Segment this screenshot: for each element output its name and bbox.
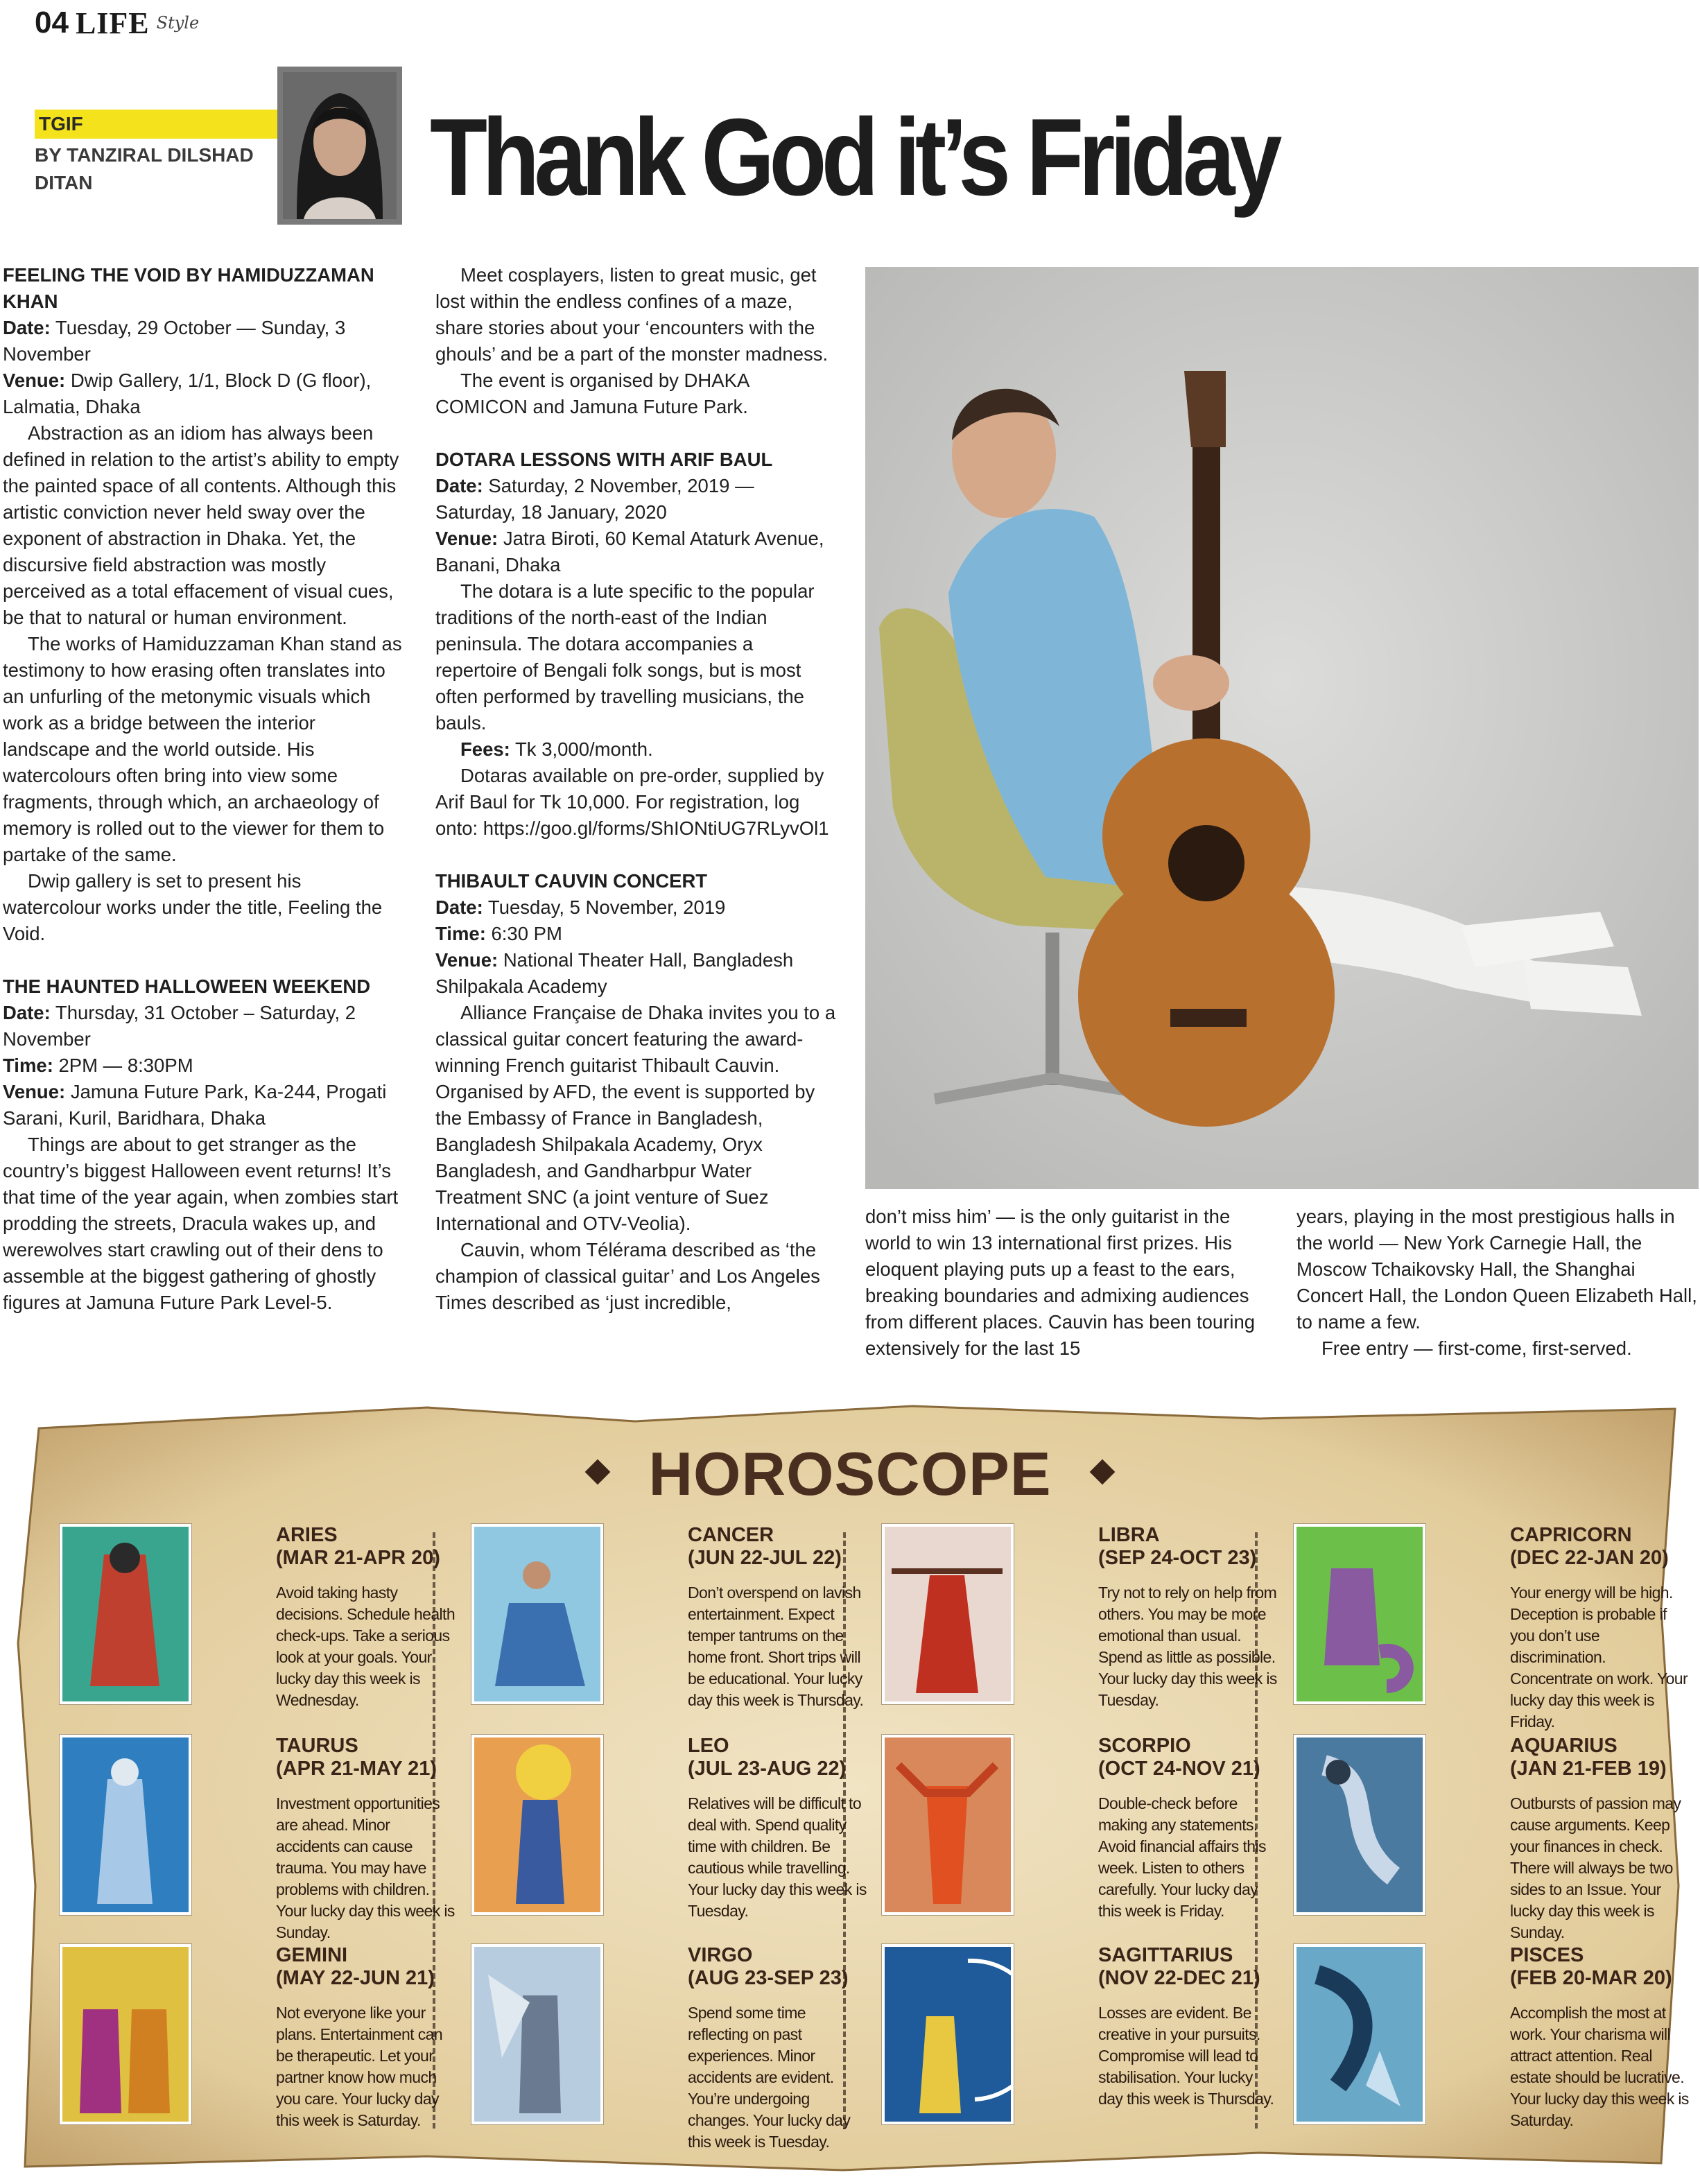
- sign-dates: (JUN 22-JUL 22): [688, 1547, 842, 1569]
- sign-dates: (AUG 23-SEP 23): [688, 1967, 849, 1989]
- author-portrait: [277, 67, 402, 225]
- dotara-venue: Venue: Jatra Biroti, 60 Kemal Ataturk Avenue, Banani, Dhaka: [435, 528, 824, 575]
- sign-name: LIBRA: [1098, 1524, 1160, 1546]
- halloween-date: Date: Thursday, 31 October – Saturday, 2 November: [3, 1002, 356, 1050]
- cauvin-time: Time: 6:30 PM: [435, 923, 562, 944]
- sign-dates: (NOV 22-DEC 21): [1098, 1967, 1260, 1989]
- sign-text: Your energy will be high. Deception is probable if you don’t use discrimination. Concentrate on work. Your lucky day this week is Friday.: [1510, 1584, 1688, 1731]
- dotara-paragraph-1: The dotara is a lute specific to the popular traditions of the north-east of the Indian peninsula. The dotara accompanies a repertoire of Bengali folk songs, but is most often performed by travelling musicians, the bauls.: [435, 580, 815, 734]
- sign-name: TAURUS: [276, 1735, 358, 1757]
- sign-name: ARIES: [276, 1524, 338, 1546]
- halloween-heading: THE HAUNTED HALLOWEEN WEEKEND: [3, 976, 371, 997]
- sign-name: LEO: [688, 1735, 729, 1757]
- sign-text: Spend some time reflecting on past experiences. Minor accidents are evident. You’re undergoing changes. Your lucky day this week is Tuesday.: [688, 2004, 851, 2151]
- sign-text: Losses are evident. Be creative in your pursuits. Compromise will lead to stabilisation. Your lucky day this week is Thursday.: [1098, 2004, 1274, 2108]
- sagittarius-figure-icon: [885, 1947, 1011, 2122]
- horoscope-title: HOROSCOPE: [11, 1439, 1689, 1509]
- scorpio-figure-icon: [885, 1737, 1011, 1912]
- capricorn-figure-icon: [1296, 1527, 1423, 1701]
- cauvin-paragraph-2b: don’t miss him’ — is the only guitarist in the world to win 13 international first prizes. His eloquent playing puts up a feast to the ears, breaking boundaries and admixing audiences from different places. Cauvin has been touring extensively for the last 15: [865, 1206, 1256, 1359]
- gemini-card: [60, 1944, 191, 2124]
- sign-name: GEMINI: [276, 1944, 348, 1966]
- sign-aries: [60, 1524, 456, 1725]
- taurus-figure-icon: [62, 1737, 189, 1912]
- halloween-time: Time: 2PM — 8:30PM: [3, 1055, 193, 1076]
- cauvin-paragraph-1: Alliance Française de Dhaka invites you to a classical guitar concert featuring the award-winning French guitarist Thibault Cauvin. Organised by AFD, the event is supported by the Embassy of France in Bangladesh, Bangladesh Shilpakala Academy, Oryx Bangladesh, and Gandharbpur Water Treatment SNC (a joint venture of Suez International and OTV-Veolia).: [435, 1002, 836, 1234]
- sign-gemini: [60, 1944, 448, 2145]
- void-paragraph-3: Dwip gallery is set to present his watercolour works under the title, Feeling the Void.: [3, 870, 383, 944]
- scorpio-card: [882, 1735, 1014, 1915]
- sign-dates: (SEP 24-OCT 23): [1098, 1547, 1257, 1569]
- horoscope-panel: [11, 1401, 1689, 2177]
- pisces-card: [1294, 1944, 1425, 2124]
- sign-text: Outbursts of passion may cause arguments. Keep your finances in check. There will always be two sides to an Issue. Your lucky day this week is Sunday.: [1510, 1794, 1681, 1941]
- sign-taurus: [60, 1735, 455, 1941]
- halloween-paragraph-3: The event is organised by DHAKA COMICON and Jamuna Future Park.: [435, 370, 749, 417]
- byline: [35, 110, 277, 197]
- page-headline: Thank God it’s Friday: [430, 96, 1277, 218]
- gemini-figure-icon: [62, 1947, 189, 2122]
- sign-text: Investment opportunities are ahead. Minor accidents can cause trauma. You may have problems with children. Your lucky day this week is Sunday.: [276, 1794, 455, 1941]
- cancer-figure-icon: [474, 1527, 600, 1701]
- sign-dates: (FEB 20-MAR 20): [1510, 1967, 1672, 1989]
- sign-dates: (JUL 23-AUG 22): [688, 1758, 847, 1780]
- cauvin-date: Date: Tuesday, 5 November, 2019: [435, 896, 726, 918]
- sign-sagittarius: [882, 1944, 1274, 2145]
- pisces-figure-icon: [1296, 1947, 1423, 2122]
- halloween-paragraph-1: Things are about to get stranger as the country’s biggest Halloween event returns! It’s that time of the year again, when zombies start prodding the streets, Dracula wakes up, and werewolves start crawling out of their dens to assemble at the biggest gathering of ghostly figures at Jamuna Future Park Level-5.: [3, 1134, 399, 1313]
- dotara-date: Date: Saturday, 2 November, 2019 — Saturday, 18 January, 2020: [435, 475, 754, 523]
- sign-leo: [471, 1735, 867, 1936]
- sign-text: Don’t overspend on lavish entertainment. Expect temper tantrums on the home front. Short trips will be educational. Your lucky day this week is Thursday.: [688, 1584, 864, 1709]
- column-1: [3, 262, 405, 1316]
- sign-text: Relatives will be difficult to deal with. Spend quality time with children. Be cautious while travelling. Your lucky day this week is Tuesday.: [688, 1794, 867, 1920]
- section-logo-suffix: Style: [156, 13, 200, 33]
- halloween-venue: Venue: Jamuna Future Park, Ka-244, Progati Sarani, Kuril, Baridhara, Dhaka: [3, 1081, 387, 1129]
- guitarist-illustration: [865, 267, 1699, 1189]
- sign-scorpio: [882, 1735, 1270, 1936]
- sign-text: Double-check before making any statements. Avoid financial affairs this week. Listen to others carefully. Your lucky day this week is Friday.: [1098, 1794, 1266, 1920]
- portrait-illustration: [283, 72, 397, 219]
- void-heading: FEELING THE VOID BY HAMIDUZZAMAN KHAN: [3, 264, 374, 312]
- sign-name: SCORPIO: [1098, 1735, 1191, 1757]
- cauvin-paragraph-2a: Cauvin, whom Télérama described as ‘the champion of classical guitar’ and Los Angeles Times described as ‘just incredible,: [435, 1239, 820, 1313]
- void-venue: Venue: Dwip Gallery, 1/1, Block D (G floor), Lalmatia, Dhaka: [3, 370, 372, 417]
- libra-figure-icon: [885, 1527, 1011, 1701]
- virgo-card: [471, 1944, 603, 2124]
- section-logo: LIFE: [75, 6, 150, 40]
- cauvin-heading: THIBAULT CAUVIN CONCERT: [435, 870, 708, 892]
- sign-pisces: [1294, 1944, 1689, 2145]
- sign-libra: [882, 1524, 1277, 1725]
- halloween-paragraph-2: Meet cosplayers, listen to great music, get lost within the endless confines of a maze, share stories about your ‘encounters with the ghouls’ and be a part of the monster madness.: [435, 264, 829, 365]
- aquarius-card: [1294, 1735, 1425, 1915]
- void-paragraph-2: The works of Hamiduzzaman Khan stand as testimony to how erasing often translates into an unfurling of the metonymic visuals which work as a bridge between the interior landscape and the world outside. His watercolours often bring into view some fragments, through which, an archaeology of memory is rolled out to the viewer for them to partake of the same.: [3, 633, 402, 865]
- sign-name: AQUARIUS: [1510, 1735, 1617, 1757]
- author-line-1: BY TANZIRAL DILSHAD: [35, 144, 254, 166]
- sign-aquarius: [1294, 1735, 1682, 1941]
- sign-name: VIRGO: [688, 1944, 753, 1966]
- dotara-heading: DOTARA LESSONS WITH ARIF BAUL: [435, 449, 773, 470]
- void-paragraph-1: Abstraction as an idiom has always been defined in relation to the artist’s ability to empty the painted space of all contents. Although this artistic conviction never held sway over the exponent of abstraction in Dhaka. Yet, the discursive field abstraction was mostly perceived as a total effacement of visual cues, be that to natural or human environment.: [3, 422, 399, 628]
- sign-text: Not everyone like your plans. Entertainment can be therapeutic. Let your partner know how much you care. Your lucky day this week is Saturday.: [276, 2004, 443, 2129]
- sign-name: PISCES: [1510, 1944, 1584, 1966]
- dotara-fees: Fees: Tk 3,000/month.: [460, 738, 653, 760]
- void-date: Date: Tuesday, 29 October — Sunday, 3 November: [3, 317, 346, 365]
- sign-text: Try not to rely on help from others. You may be more emotional than usual. Spend as little as possible. Your lucky day this week is Tuesday.: [1098, 1584, 1277, 1709]
- aquarius-figure-icon: [1296, 1737, 1423, 1912]
- capricorn-card: [1294, 1524, 1425, 1704]
- sign-dates: (MAR 21-APR 20): [276, 1547, 440, 1569]
- aries-card: [60, 1524, 191, 1704]
- aries-figure-icon: [62, 1527, 189, 1701]
- sign-dates: (JAN 21-FEB 19): [1510, 1758, 1667, 1780]
- sign-name: CANCER: [688, 1524, 774, 1546]
- cauvin-venue: Venue: National Theater Hall, Bangladesh Shilpakala Academy: [435, 949, 794, 997]
- sign-text: Accomplish the most at work. Your charisma will attract attention. Real estate should be lucrative. Your lucky day this week is Saturday.: [1510, 2004, 1689, 2129]
- taurus-card: [60, 1735, 191, 1915]
- sign-name: SAGITTARIUS: [1098, 1944, 1233, 1966]
- guitarist-photo: [865, 267, 1699, 1189]
- cauvin-paragraph-2c: years, playing in the most prestigious halls in the world — New York Carnegie Hall, the Moscow Tchaikovsky Hall, the Shanghai Concert Hall, the London Queen Elizabeth Hall, to name a few.: [1296, 1206, 1697, 1333]
- dotara-paragraph-2: Dotaras available on pre-order, supplied by Arif Baul for Tk 10,000. For registration, log onto: https://goo.gl/forms/ShIONtiUG7RLyvOl1: [435, 765, 829, 839]
- sign-dates: (OCT 24-NOV 21): [1098, 1758, 1260, 1780]
- page-number: 04: [35, 6, 69, 40]
- sign-dates: (APR 21-MAY 21): [276, 1758, 437, 1780]
- sign-capricorn: [1294, 1524, 1688, 1731]
- sign-cancer: [471, 1524, 864, 1725]
- leo-figure-icon: [474, 1737, 600, 1912]
- cancer-card: [471, 1524, 603, 1704]
- column-3: [865, 1204, 1267, 1362]
- cauvin-paragraph-3: Free entry — first-come, first-served.: [1321, 1337, 1632, 1359]
- diamond-icon: [585, 1459, 611, 1484]
- libra-card: [882, 1524, 1014, 1704]
- sagittarius-card: [882, 1944, 1014, 2124]
- sign-virgo: [471, 1944, 860, 2151]
- page-folio: [35, 6, 199, 40]
- leo-card: [471, 1735, 603, 1915]
- virgo-figure-icon: [474, 1947, 600, 2122]
- author-line-2: DITAN: [35, 172, 93, 193]
- sign-dates: (DEC 22-JAN 20): [1510, 1547, 1669, 1569]
- column-4: [1296, 1204, 1699, 1362]
- column-2: [435, 262, 838, 1316]
- diamond-icon: [1089, 1459, 1115, 1484]
- sign-text: Avoid taking hasty decisions. Schedule health check-ups. Take a serious look at your goals. Your lucky day this week is Wednesday.: [276, 1584, 456, 1709]
- sign-dates: (MAY 22-JUN 21): [276, 1967, 435, 1989]
- sign-name: CAPRICORN: [1510, 1524, 1632, 1546]
- column-tag: TGIF: [35, 110, 277, 139]
